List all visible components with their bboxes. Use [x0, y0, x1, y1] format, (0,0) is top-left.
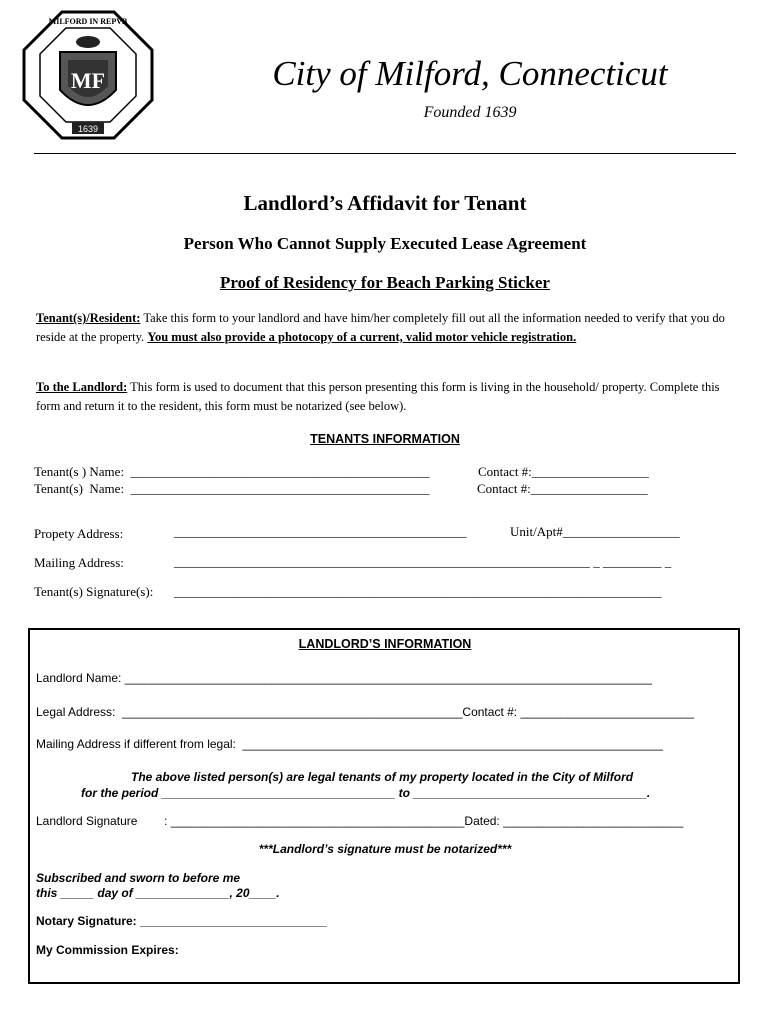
- sworn-statement: Subscribed and sworn to before me: [36, 871, 241, 885]
- mailing-address-label: Mailing Address:: [34, 555, 124, 570]
- notarized-notice: ***Landlord’s signature must be notarized***: [258, 842, 512, 856]
- tenant-name-field-1[interactable]: Tenant(s ) Name: ______________________________________________: [34, 464, 430, 479]
- sworn-date-field[interactable]: this _____ day of ______________, 20____.: [36, 886, 280, 900]
- tenant-text: Take this form to your landlord and have him/her completely fill out all the information needed to verify that you do reside at the property.: [36, 311, 725, 344]
- tenant-contact-field-2[interactable]: Contact #:__________________: [477, 481, 648, 496]
- form-subtitle-purpose: Proof of Residency for Beach Parking Sticker: [220, 273, 550, 292]
- tenancy-period-field[interactable]: for the period ___________________________________ to ___________________________________.: [81, 786, 651, 800]
- mailing-address-field[interactable]: ________________________________________________________________ _ _________ _: [174, 554, 672, 569]
- svg-text:MILFORD IN REPVB: MILFORD IN REPVB: [48, 17, 128, 26]
- landlord-signature-field[interactable]: Landlord Signature : ____________________________________________Dated: ___________________________: [36, 814, 684, 828]
- landlord-mailing-field[interactable]: Mailing Address if different from legal: _______________________________________________________________: [36, 737, 663, 751]
- tenant-signature-label: Tenant(s) Signature(s):: [34, 584, 154, 599]
- commission-expires-label: My Commission Expires:: [36, 943, 179, 957]
- tenant-requirement: You must also provide a photocopy of a current, valid motor vehicle registration.: [147, 330, 577, 344]
- svg-text:1639: 1639: [77, 124, 99, 134]
- city-title: City of Milford, Connecticut: [272, 54, 668, 93]
- header-divider: [34, 153, 736, 154]
- tenant-signature-field[interactable]: ___________________________________________________________________________: [174, 584, 662, 599]
- tenant-label: Tenant(s)/Resident:: [36, 311, 141, 325]
- form-title: Landlord’s Affidavit for Tenant: [243, 191, 527, 215]
- svg-text:MF: MF: [70, 68, 106, 93]
- property-address-field[interactable]: _____________________________________________: [174, 524, 467, 539]
- city-seal-logo: [22, 10, 154, 140]
- unit-apt-field[interactable]: Unit/Apt#__________________: [510, 524, 680, 539]
- tenant-instructions: [36, 309, 736, 347]
- landlord-label: To the Landlord:: [36, 380, 128, 394]
- tenant-contact-field-1[interactable]: Contact #:__________________: [478, 464, 649, 479]
- landlord-text: This form is used to document that this person presenting this form is living in the household/ property. Complete this form and return it to the resident, this form must be notarized (see below).: [36, 380, 720, 413]
- property-address-label: Propety Address:: [34, 526, 124, 541]
- legal-address-field[interactable]: Legal Address: ___________________________________________________Contact #: __________________________: [36, 705, 694, 719]
- founded-text: Founded 1639: [423, 104, 517, 121]
- notary-signature-field[interactable]: Notary Signature: ____________________________: [36, 914, 327, 928]
- tenant-name-field-2[interactable]: Tenant(s) Name: ______________________________________________: [34, 481, 430, 496]
- tenants-info-heading: TENANTS INFORMATION: [310, 432, 460, 446]
- landlord-info-heading: LANDLORD’S INFORMATION: [298, 637, 472, 651]
- landlord-name-field[interactable]: Landlord Name: _______________________________________________________________________________: [36, 671, 652, 685]
- tenancy-statement: The above listed person(s) are legal tenants of my property located in the City of Milford: [131, 770, 634, 784]
- landlord-instructions: [36, 378, 736, 416]
- form-subtitle: Person Who Cannot Supply Executed Lease Agreement: [183, 234, 587, 253]
